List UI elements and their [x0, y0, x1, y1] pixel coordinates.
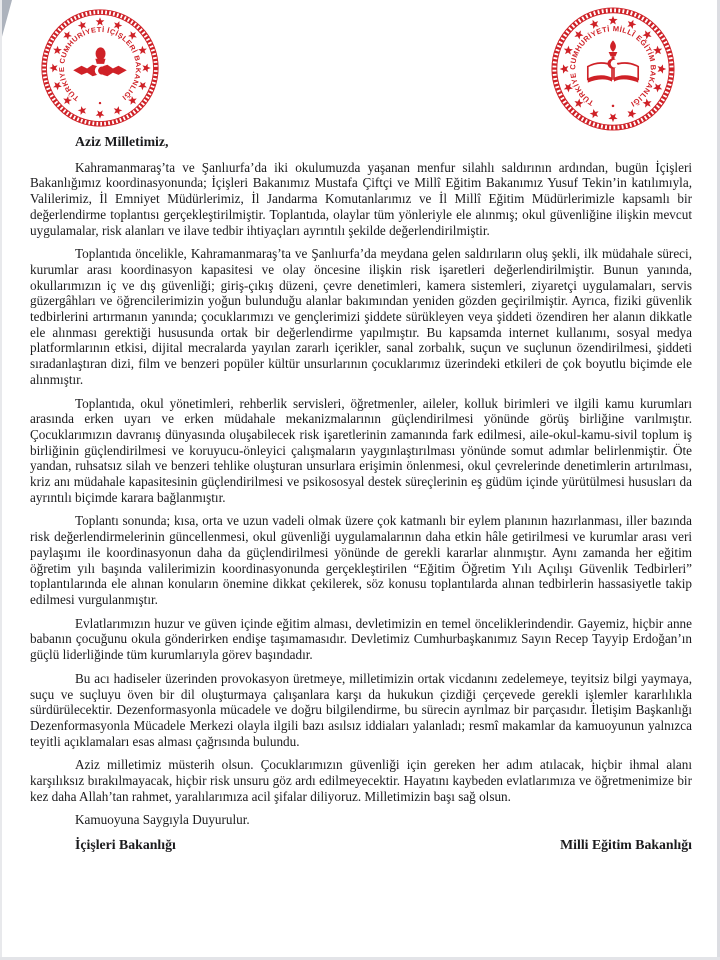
signature-education-ministry: Milli Eğitim Bakanlığı: [560, 837, 692, 853]
salutation: Aziz Milletimiz,: [75, 134, 169, 149]
education-ministry-seal: [550, 6, 676, 132]
letter-paragraph-3: Toplantıda, okul yönetimleri, rehberlik servisleri, öğretmenler, aileler, kolluk birimleri ve ilgili kamu kurumları arasında erken uyarı ve erken müdahale mekanizmalarının güçlendirilmesi yönünde görüş birliğine varılmıştır. Çocuklarımızın davranış dünyasında oluşabilecek risk işaretlerinin zamanında fark edilmesi, aile-okul-kamu-sivil toplum iş birliğinin güçlendirilmesi ve koruyucu-önleyici çalışmaların yaygınlaştırılması yönünde somut adımlar belirlenmiştir. Öte yandan, ruhsatsız silah ve benzeri tehlike oluşturan unsurlara erişimin önlenmesi, okul çevrelerinde denetimlerin artırılması, kriz anı müdahale kapasitesinin güçlendirilmesi ve psikososyal destek süreçlerinin eş güdüm içinde yürütülmesi hususları da ayrıntılı biçimde karara bağlanmıştır.: [30, 395, 692, 505]
ataturk-crescent-emblem-icon: [73, 47, 127, 76]
letter-paragraph-5: Evlatlarımızın huzur ve güven içinde eğitim alması, devletimizin en temel önceliklerindendir. Gayemiz, hiçbir anne babanın çocuğunu okula gönderirken endişe taşımamasıdır. Devletimiz Cumhurbaşkanımız Sayın Recep Tayyip Erdoğan’ın güçlü liderliğinde tüm kurumlarıyla görev başındadır.: [30, 615, 692, 663]
letter-paragraph-6: Bu acı hadiseler üzerinden provokasyon üretmeye, milletimizin ortak vicdanını zedelemeye, teyitsiz bilgi yaymaya, suçu ve suçluyu öven bir dil oluşturmaya çalışanlara karşı da hukukun çizdiği çerçevede gerekli işlemler kararlılıkla sürdürülecektir. Dezenformasyonla mücadele ve doğru bilgilendirme, bu sürecin ayrılmaz bir parçasıdır. İletişim Başkanlığı Dezenformasyonla Mücadele Merkezi olayla ilgili bazı asılsız iddiaları yalanladı; resmî makamlar da kamuoyunun yalnızca teyitli açıklamaları esas alması çağrısında bulundu.: [30, 670, 692, 749]
letter-paragraph-2: Toplantıda öncelikle, Kahramanmaraş’ta ve Şanlıurfa’da meydana gelen saldırıların oluş şekli, ilk müdahale süreci, kurumlar arası koordinasyon kapasitesi ve olay öncesine ilişkin risk işaretleri değerlendirilmiştir. Bunun yanında, okullarımızın iç ve dış güvenliği; giriş-çıkış düzeni, çevre denetimleri, kamera sistemleri, ziyaretçi uygulamaları, servis güzergâhları ve öğrencilerimizin yoğun bulunduğu alanlar bakımından yeniden gözden geçirilmiştir. Ayrıca, fiziki güvenlik tedbirlerini artırmanın yanında; çocuklarımızı ve gençlerimizi şiddete sürükleyen veya şiddeti özendiren her alanın dikkatle ele alınması gerektiği hususunda ortak bir değerlendirme yapılmıştır. Bu kapsamda internet kullanımı, sosyal medya platformlarının etkisi, dijital mecralarda yayılan zararlı içerikler, sanal zorbalık, suçun ve suçlunun özendirilmesi, şiddeti sıradanlaştıran dizi, film ve benzeri popüler kültür unsurlarının çocuklarımız üzerindeki etkileri de çok boyutlu biçimde ele alınmıştır.: [30, 246, 692, 387]
education-seal-ring-text: TÜRKİYE CUMHURİYETİ MİLLÎ EĞİTİM BAKANLIĞI: [568, 24, 658, 109]
ring-separator-dot: [612, 105, 615, 108]
page-edge-left: [0, 0, 2, 960]
torch-book-emblem-icon: [588, 40, 638, 82]
letter-body: [30, 134, 692, 853]
closing-line: Kamuoyuna Saygıyla Duyurulur.: [75, 812, 250, 828]
interior-ministry-seal: [40, 8, 160, 128]
interior-seal-ring-text: TÜRKİYE CUMHURİYETİ İÇİŞLERİ BAKANLIĞI: [58, 26, 142, 102]
signature-row: [30, 837, 692, 853]
letter-paragraph-4: Toplantı sonunda; kısa, orta ve uzun vadeli olmak üzere çok katmanlı bir eylem planının hazırlanması, iller bazında risk değerlendirmelerinin güncellenmesi, okul güvenliği uygulamalarının daha etkin hâle getirilmesi ve kurumlar arası veri paylaşımı ile koordinasyonun daha da güçlendirilmesi yönünde de gerekli kararlar alınmıştır. Aynı zamanda her eğitim öğretim yılı başında valilerimizin koordinasyonunda gerçekleştirilen “Eğitim Öğretim Yılı Açılışı Güvenlik Tedbirleri” toplantılarında ele alınan konuların önemine dikkat çekilerek, söz konusu toplantılarda alınan tedbirlerin hassasiyetle takip edilmesi vurgulanmıştır.: [30, 513, 692, 607]
letter-paragraph-7: Aziz milletimiz müsterih olsun. Çocuklarımızın güvenliği için gereken her adım atılacak, hiçbir ihmal alanı karşılıksız bırakılmayacak, hiçbir risk unsuru göz ardı edilmeyecektir. Hayatını kaybeden evlatlarımıza ve öğretmenimize bir kez daha Allah’tan rahmet, yaralılarımıza acil şifalar diliyoruz. Milletimizin başı sağ olsun.: [30, 757, 692, 804]
letter-paragraph-1: Kahramanmaraş’ta ve Şanlıurfa’da iki okulumuzda yaşanan menfur silahlı saldırının ardından, bugün İçişleri Bakanlığımız koordinasyonunda; İçişleri Bakanımız Mustafa Çiftçi ve Millî Eğitim Bakanımız Yusuf Tekin’in katılımıyla, Valilerimiz, İl Emniyet Müdürlerimiz, İl Jandarma Komutanlarımız ve İl Millî Eğitim Müdürlerimizle kapsamlı bir değerlendirme toplantısı gerçekleştirilmiştir. Toplantıda, olaylar tüm yönleriyle ele alınmış; okul güvenliğine ilişkin mevcut uygulamalar, risk alanları ve ilave tedbir ihtiyaçları ayrıntılı şekilde değerlendirilmiştir.: [30, 159, 692, 238]
signature-interior-ministry: İçişleri Bakanlığı: [75, 837, 176, 853]
ring-separator-dot: [99, 102, 101, 104]
